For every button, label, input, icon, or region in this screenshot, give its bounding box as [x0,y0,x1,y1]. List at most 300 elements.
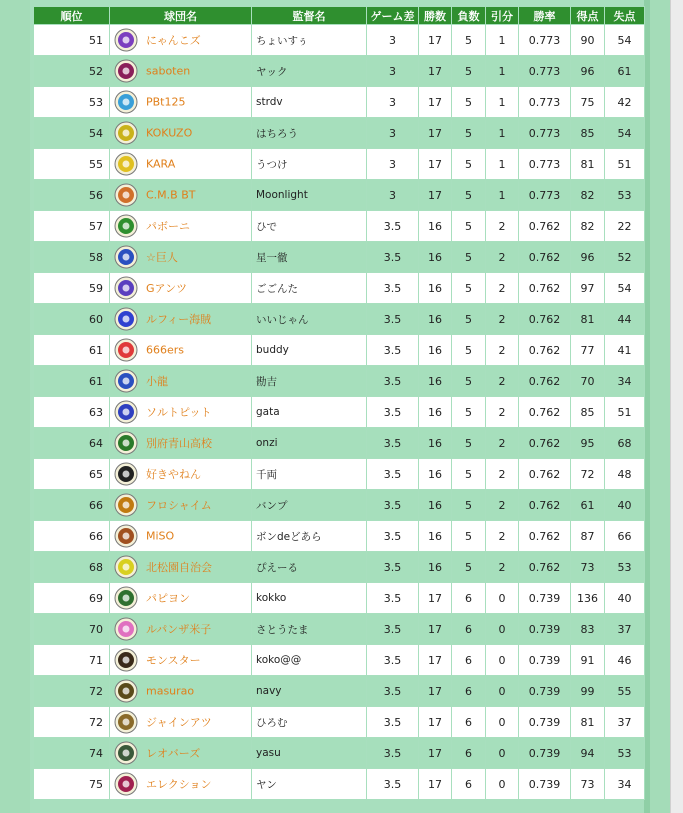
table-row [34,521,645,552]
team-emblem-icon [114,524,138,548]
team-name-link[interactable]: 別府青山高校 [146,437,212,450]
runs-allowed-cell: 54 [605,118,645,149]
ties-cell: 0 [486,707,519,738]
losses-cell: 5 [452,56,486,87]
ties-cell: 2 [486,459,519,490]
win-pct-cell: 0.773 [519,149,571,180]
team-emblem-icon [114,462,138,486]
runs-scored-cell: 82 [571,211,605,242]
runs-scored-cell: 73 [571,769,605,800]
ties-cell: 2 [486,335,519,366]
wins-cell: 16 [419,397,452,428]
ties-cell: 1 [486,180,519,211]
losses-cell: 5 [452,25,486,56]
team-name-link[interactable]: 北松園自治会 [146,561,212,574]
table-row [34,118,645,149]
rank-cell: 61 [34,366,110,397]
team-emblem-icon [114,90,138,114]
manager-cell: kokko [252,583,367,614]
runs-allowed-cell: 37 [605,614,645,645]
wins-cell: 16 [419,242,452,273]
team-name-link[interactable]: ソルトピット [146,406,212,419]
win-pct-cell: 0.762 [519,304,571,335]
team-emblem-icon [114,493,138,517]
games-behind-cell: 3.5 [367,738,419,769]
manager-cell: ひろむ [252,707,367,738]
team-name-link[interactable]: ルパンザ米子 [146,623,212,636]
rank-cell: 66 [34,490,110,521]
team-cell [110,211,252,242]
team-name-link[interactable]: ジャインアツ [146,716,212,729]
runs-scored-cell: 136 [571,583,605,614]
team-cell [110,335,252,366]
team-name-link[interactable]: 666ers [146,343,185,357]
team-cell [110,490,252,521]
losses-cell: 5 [452,552,486,583]
team-name-link[interactable]: にゃんこズ [146,34,201,47]
team-cell [110,583,252,614]
runs-scored-cell: 95 [571,428,605,459]
team-emblem-icon [114,555,138,579]
losses-cell: 5 [452,149,486,180]
col-header-wins[interactable]: 勝数 [419,7,452,25]
team-emblem-icon [114,586,138,610]
rank-cell: 74 [34,738,110,769]
ties-cell: 0 [486,583,519,614]
team-name-link[interactable]: MiSO [146,529,175,543]
runs-allowed-cell: 40 [605,583,645,614]
games-behind-cell: 3.5 [367,769,419,800]
team-cell [110,180,252,211]
losses-cell: 5 [452,459,486,490]
losses-cell: 5 [452,211,486,242]
team-cell [110,25,252,56]
rank-cell: 55 [34,149,110,180]
ties-cell: 2 [486,428,519,459]
table-row [34,335,645,366]
games-behind-cell: 3.5 [367,366,419,397]
team-emblem-icon [114,183,138,207]
rank-cell: 52 [34,56,110,87]
manager-cell: Moonlight [252,180,367,211]
table-row [34,552,645,583]
wins-cell: 16 [419,273,452,304]
ties-cell: 0 [486,645,519,676]
team-emblem-icon [114,214,138,238]
win-pct-cell: 0.739 [519,645,571,676]
team-cell [110,397,252,428]
team-emblem-icon [114,59,138,83]
games-behind-cell: 3.5 [367,707,419,738]
team-emblem-icon [114,369,138,393]
win-pct-cell: 0.773 [519,25,571,56]
table-row [34,583,645,614]
wins-cell: 16 [419,428,452,459]
runs-scored-cell: 75 [571,87,605,118]
rank-cell: 63 [34,397,110,428]
win-pct-cell: 0.762 [519,459,571,490]
wins-cell: 17 [419,707,452,738]
col-header-losses[interactable]: 負数 [452,7,486,25]
table-row [34,397,645,428]
ties-cell: 2 [486,273,519,304]
win-pct-cell: 0.739 [519,738,571,769]
win-pct-cell: 0.739 [519,676,571,707]
games-behind-cell: 3.5 [367,583,419,614]
rank-cell: 65 [34,459,110,490]
wins-cell: 17 [419,87,452,118]
win-pct-cell: 0.739 [519,583,571,614]
win-pct-cell: 0.762 [519,211,571,242]
games-behind-cell: 3.5 [367,304,419,335]
runs-allowed-cell: 53 [605,738,645,769]
wins-cell: 17 [419,118,452,149]
runs-allowed-cell: 34 [605,366,645,397]
table-row [34,273,645,304]
runs-allowed-cell: 51 [605,397,645,428]
manager-cell: ぴえーる [252,552,367,583]
team-name-link[interactable]: 小龍 [146,375,168,388]
team-name-link[interactable]: エレクション [146,778,212,791]
losses-cell: 5 [452,366,486,397]
games-behind-cell: 3 [367,25,419,56]
games-behind-cell: 3 [367,149,419,180]
runs-scored-cell: 81 [571,707,605,738]
losses-cell: 5 [452,397,486,428]
ties-cell: 0 [486,769,519,800]
runs-allowed-cell: 37 [605,707,645,738]
table-row [34,769,645,800]
games-behind-cell: 3.5 [367,211,419,242]
runs-allowed-cell: 61 [605,56,645,87]
rank-cell: 61 [34,335,110,366]
runs-scored-cell: 91 [571,645,605,676]
ties-cell: 1 [486,25,519,56]
rank-cell: 72 [34,707,110,738]
team-emblem-icon [114,741,138,765]
losses-cell: 5 [452,428,486,459]
team-emblem-icon [114,400,138,424]
win-pct-cell: 0.762 [519,366,571,397]
team-cell [110,273,252,304]
team-emblem-icon [114,152,138,176]
win-pct-cell: 0.762 [519,428,571,459]
games-behind-cell: 3.5 [367,273,419,304]
win-pct-cell: 0.773 [519,56,571,87]
manager-cell: うつけ [252,149,367,180]
team-cell [110,149,252,180]
wins-cell: 16 [419,366,452,397]
team-name-link[interactable]: Gアンツ [146,282,188,295]
runs-allowed-cell: 46 [605,645,645,676]
team-name-link[interactable]: saboten [146,64,191,78]
win-pct-cell: 0.773 [519,180,571,211]
manager-cell: 千両 [252,459,367,490]
table-row [34,149,645,180]
ties-cell: 2 [486,490,519,521]
manager-cell: navy [252,676,367,707]
table-row [34,490,645,521]
table-row [34,676,645,707]
games-behind-cell: 3.5 [367,459,419,490]
games-behind-cell: 3.5 [367,397,419,428]
runs-scored-cell: 99 [571,676,605,707]
team-cell [110,769,252,800]
wins-cell: 17 [419,583,452,614]
wins-cell: 17 [419,56,452,87]
manager-cell: onzi [252,428,367,459]
runs-scored-cell: 94 [571,738,605,769]
team-cell [110,366,252,397]
runs-allowed-cell: 54 [605,273,645,304]
table-row [34,242,645,273]
team-cell [110,87,252,118]
ties-cell: 2 [486,521,519,552]
team-name-link[interactable]: ☆巨人 [146,251,178,264]
team-name-link[interactable]: KARA [146,157,176,171]
rank-cell: 51 [34,25,110,56]
games-behind-cell: 3.5 [367,490,419,521]
games-behind-cell: 3.5 [367,645,419,676]
ties-cell: 2 [486,242,519,273]
rank-cell: 57 [34,211,110,242]
team-cell [110,552,252,583]
win-pct-cell: 0.762 [519,242,571,273]
team-cell [110,614,252,645]
manager-cell: gata [252,397,367,428]
rank-cell: 53 [34,87,110,118]
runs-scored-cell: 87 [571,521,605,552]
rank-cell: 75 [34,769,110,800]
team-emblem-icon [114,276,138,300]
col-header-runs-allowed[interactable]: 失点 [605,7,645,25]
win-pct-cell: 0.739 [519,614,571,645]
col-header-team[interactable]: 球団名 [110,7,252,25]
games-behind-cell: 3 [367,180,419,211]
win-pct-cell: 0.773 [519,118,571,149]
team-cell [110,242,252,273]
games-behind-cell: 3.5 [367,428,419,459]
games-behind-cell: 3.5 [367,676,419,707]
rank-cell: 70 [34,614,110,645]
table-row [34,428,645,459]
losses-cell: 5 [452,87,486,118]
losses-cell: 5 [452,118,486,149]
wins-cell: 16 [419,335,452,366]
runs-allowed-cell: 48 [605,459,645,490]
losses-cell: 5 [452,490,486,521]
team-name-link[interactable]: PBt125 [146,95,186,109]
manager-cell: buddy [252,335,367,366]
rank-cell: 72 [34,676,110,707]
team-emblem-icon [114,679,138,703]
win-pct-cell: 0.773 [519,87,571,118]
rank-cell: 58 [34,242,110,273]
scrollbar[interactable] [670,0,683,813]
runs-scored-cell: 85 [571,118,605,149]
team-cell [110,738,252,769]
standings-table [33,6,645,800]
team-emblem-icon [114,245,138,269]
runs-allowed-cell: 44 [605,304,645,335]
table-row [34,87,645,118]
win-pct-cell: 0.762 [519,273,571,304]
team-name-link[interactable]: 好きやねん [146,468,201,481]
games-behind-cell: 3.5 [367,335,419,366]
col-header-manager[interactable]: 監督名 [252,7,367,25]
wins-cell: 17 [419,738,452,769]
table-row [34,304,645,335]
ties-cell: 2 [486,366,519,397]
team-name-link[interactable]: パピヨン [146,592,190,605]
team-cell [110,645,252,676]
rank-cell: 69 [34,583,110,614]
col-header-win-pct[interactable]: 勝率 [519,7,571,25]
games-behind-cell: 3.5 [367,521,419,552]
manager-cell: はちろう [252,118,367,149]
team-name-link[interactable]: パボーニ [146,220,190,233]
team-cell [110,521,252,552]
runs-scored-cell: 96 [571,56,605,87]
runs-allowed-cell: 54 [605,25,645,56]
manager-cell: ひで [252,211,367,242]
wins-cell: 16 [419,459,452,490]
team-emblem-icon [114,772,138,796]
rank-cell: 66 [34,521,110,552]
losses-cell: 6 [452,738,486,769]
losses-cell: 6 [452,614,486,645]
runs-allowed-cell: 41 [605,335,645,366]
runs-scored-cell: 72 [571,459,605,490]
wins-cell: 17 [419,676,452,707]
runs-scored-cell: 73 [571,552,605,583]
team-emblem-icon [114,648,138,672]
win-pct-cell: 0.762 [519,521,571,552]
table-row [34,459,645,490]
team-cell [110,428,252,459]
table-row [34,614,645,645]
col-header-runs-scored[interactable]: 得点 [571,7,605,25]
ties-cell: 1 [486,118,519,149]
ties-cell: 1 [486,87,519,118]
team-name-link[interactable]: フロシャイム [146,499,212,512]
table-row [34,211,645,242]
ties-cell: 2 [486,304,519,335]
games-behind-cell: 3 [367,56,419,87]
win-pct-cell: 0.739 [519,769,571,800]
team-emblem-icon [114,617,138,641]
ties-cell: 1 [486,149,519,180]
runs-allowed-cell: 40 [605,490,645,521]
wins-cell: 17 [419,149,452,180]
runs-allowed-cell: 42 [605,87,645,118]
losses-cell: 6 [452,676,486,707]
losses-cell: 5 [452,335,486,366]
runs-scored-cell: 81 [571,149,605,180]
manager-cell: いいじゃん [252,304,367,335]
header-row [34,7,645,25]
win-pct-cell: 0.762 [519,397,571,428]
team-name-link[interactable]: KOKUZO [146,126,193,140]
manager-cell: strdv [252,87,367,118]
manager-cell: yasu [252,738,367,769]
runs-scored-cell: 82 [571,180,605,211]
losses-cell: 5 [452,242,486,273]
team-cell [110,707,252,738]
team-name-link[interactable]: C.M.B BT [146,188,196,202]
ties-cell: 1 [486,56,519,87]
games-behind-cell: 3 [367,87,419,118]
games-behind-cell: 3.5 [367,552,419,583]
team-cell [110,118,252,149]
col-header-rank[interactable]: 順位 [34,7,110,25]
runs-scored-cell: 77 [571,335,605,366]
team-name-link[interactable]: ルフィー海賊 [146,313,212,326]
runs-scored-cell: 81 [571,304,605,335]
wins-cell: 16 [419,304,452,335]
wins-cell: 16 [419,490,452,521]
runs-allowed-cell: 51 [605,149,645,180]
runs-allowed-cell: 34 [605,769,645,800]
team-cell [110,676,252,707]
games-behind-cell: 3.5 [367,614,419,645]
runs-allowed-cell: 53 [605,180,645,211]
runs-allowed-cell: 53 [605,552,645,583]
win-pct-cell: 0.762 [519,552,571,583]
team-emblem-icon [114,338,138,362]
table-row [34,738,645,769]
wins-cell: 17 [419,645,452,676]
wins-cell: 16 [419,521,452,552]
runs-scored-cell: 70 [571,366,605,397]
table-row [34,180,645,211]
manager-cell: バンプ [252,490,367,521]
manager-cell: さとうたま [252,614,367,645]
col-header-games-behind[interactable]: ゲーム差 [367,7,419,25]
rank-cell: 64 [34,428,110,459]
col-header-ties[interactable]: 引分 [486,7,519,25]
losses-cell: 6 [452,707,486,738]
losses-cell: 6 [452,583,486,614]
win-pct-cell: 0.762 [519,335,571,366]
losses-cell: 5 [452,273,486,304]
ties-cell: 0 [486,614,519,645]
runs-allowed-cell: 66 [605,521,645,552]
table-row [34,707,645,738]
team-name-link[interactable]: masurao [146,684,195,698]
wins-cell: 17 [419,25,452,56]
losses-cell: 5 [452,180,486,211]
ties-cell: 2 [486,552,519,583]
wins-cell: 17 [419,769,452,800]
team-name-link[interactable]: レオバーズ [146,747,201,760]
manager-cell: ごごんた [252,273,367,304]
table-row [34,56,645,87]
manager-cell: koko@@ [252,645,367,676]
runs-scored-cell: 85 [571,397,605,428]
rank-cell: 68 [34,552,110,583]
manager-cell: ボンdeどあら [252,521,367,552]
rank-cell: 54 [34,118,110,149]
wins-cell: 17 [419,614,452,645]
rank-cell: 71 [34,645,110,676]
manager-cell: 星一徹 [252,242,367,273]
runs-scored-cell: 83 [571,614,605,645]
team-name-link[interactable]: モンスター [146,654,201,667]
games-behind-cell: 3.5 [367,242,419,273]
wins-cell: 16 [419,552,452,583]
table-row [34,25,645,56]
